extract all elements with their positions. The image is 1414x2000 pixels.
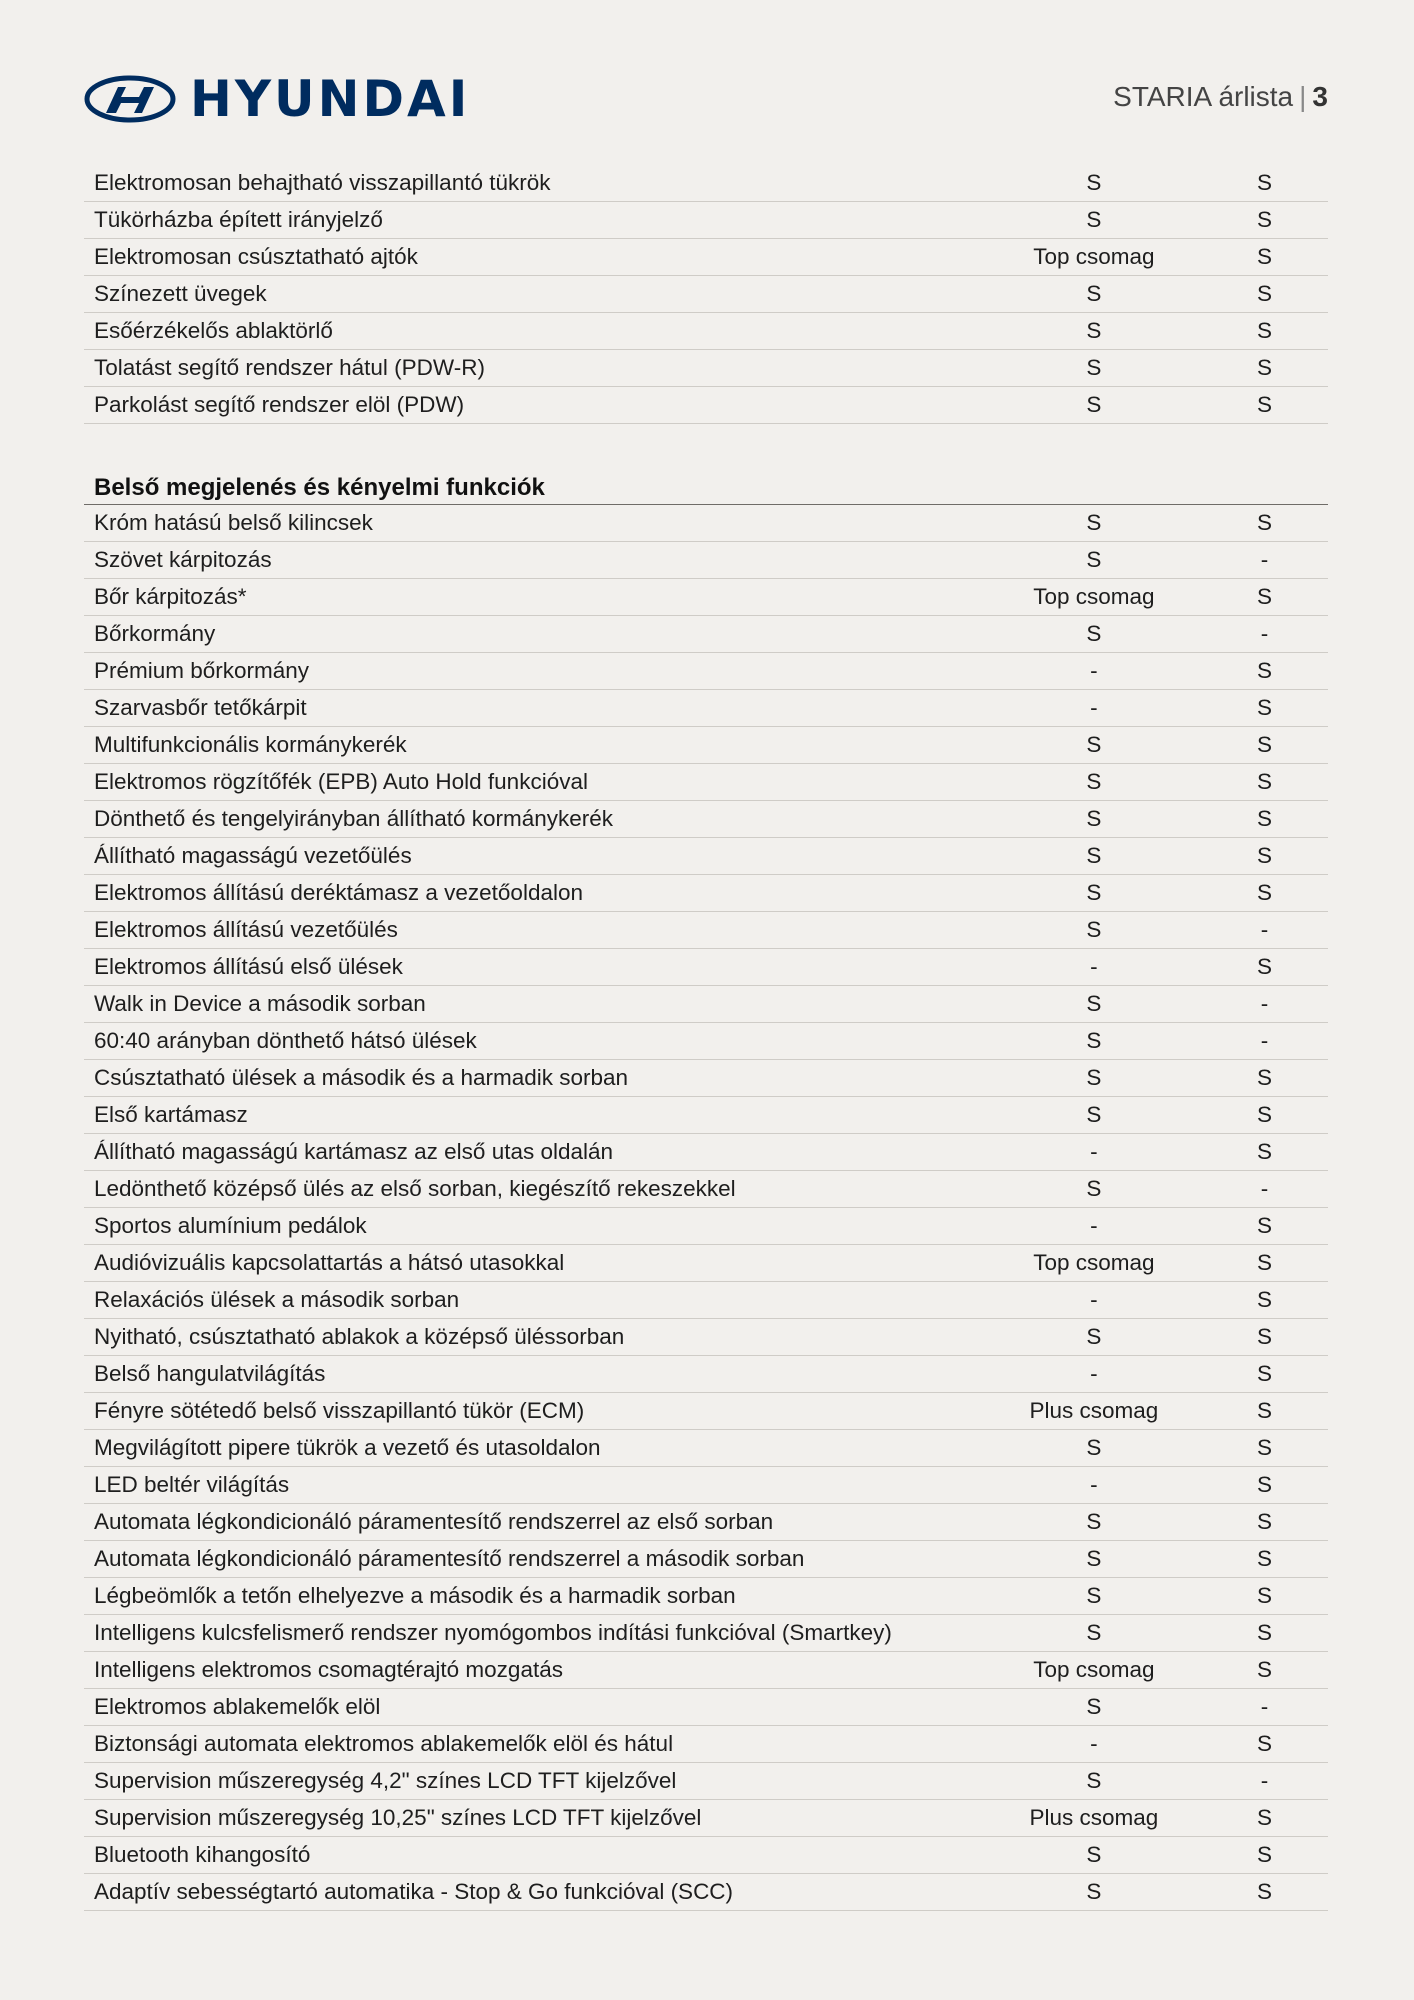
- feature-name: Elektromos ablakemelők elöl: [94, 1694, 381, 1719]
- table-row: [84, 1763, 1328, 1800]
- trim-1-value: -: [1090, 1287, 1098, 1312]
- feature-name: Elektromos állítású deréktámasz a vezetőoldalon: [94, 880, 584, 905]
- hyundai-emblem-icon: [84, 75, 176, 123]
- trim-2-value: -: [1260, 1694, 1269, 1719]
- trim-1-value: S: [1086, 1879, 1102, 1904]
- page-number: 3: [1312, 81, 1328, 112]
- trim-2-value: S: [1257, 1805, 1273, 1830]
- feature-name: Parkolást segítő rendszer elöl (PDW): [94, 392, 465, 417]
- table-row: [84, 313, 1328, 350]
- feature-name: Állítható magasságú kartámasz az első utas oldalán: [94, 1139, 614, 1164]
- feature-name: Belső hangulatvilágítás: [94, 1361, 326, 1386]
- trim-2-value: S: [1257, 1620, 1273, 1645]
- trim-2-value: S: [1257, 1287, 1273, 1312]
- section-title: Belső megjelenés és kényelmi funkciók: [84, 464, 1328, 505]
- feature-name: Színezett üvegek: [94, 281, 267, 306]
- trim-2-value: S: [1257, 318, 1273, 343]
- table-row: [84, 1245, 1328, 1282]
- feature-name: Dönthető és tengelyirányban állítható kormánykerék: [94, 806, 614, 831]
- table-row: [84, 1430, 1328, 1467]
- trim-1-value: -: [1090, 658, 1098, 683]
- feature-name: Automata légkondicionáló páramentesítő rendszerrel a második sorban: [94, 1546, 805, 1571]
- trim-1-value: -: [1090, 1361, 1098, 1386]
- table-row: [84, 505, 1328, 542]
- feature-name: Intelligens kulcsfelismerő rendszer nyomógombos indítási funkcióval (Smartkey): [94, 1620, 892, 1645]
- trim-1-value: Plus csomag: [1029, 1398, 1159, 1423]
- trim-2-value: -: [1260, 991, 1269, 1016]
- table-row: [84, 1393, 1328, 1430]
- trim-1-value: S: [1086, 1546, 1102, 1571]
- trim-2-value: S: [1257, 1472, 1273, 1497]
- trim-1-value: S: [1086, 355, 1102, 380]
- trim-1-value: S: [1086, 732, 1102, 757]
- table-row: [84, 1504, 1328, 1541]
- feature-name: Tolatást segítő rendszer hátul (PDW-R): [94, 355, 485, 380]
- feature-name: Relaxációs ülések a második sorban: [94, 1287, 460, 1312]
- trim-2-value: S: [1257, 1731, 1273, 1756]
- trim-2-value: S: [1257, 1361, 1273, 1386]
- feature-name: Multifunkcionális kormánykerék: [94, 732, 407, 757]
- trim-1-value: Plus csomag: [1029, 1805, 1159, 1830]
- trim-2-value: S: [1257, 954, 1273, 979]
- feature-name: Supervision műszeregység 4,2" színes LCD TFT kijelzővel: [94, 1768, 677, 1793]
- feature-name: Elektromos állítású első ülések: [94, 954, 403, 979]
- trim-1-value: S: [1086, 1509, 1102, 1534]
- trim-1-value: S: [1086, 1435, 1102, 1460]
- trim-1-value: S: [1086, 1102, 1102, 1127]
- feature-name: Esőérzékelős ablaktörlő: [94, 318, 333, 343]
- title-separator: |: [1299, 81, 1307, 112]
- feature-name: LED beltér világítás: [94, 1472, 290, 1497]
- feature-name: Sportos alumínium pedálok: [94, 1213, 367, 1238]
- table-row: [84, 690, 1328, 727]
- table-row: [84, 875, 1328, 912]
- trim-1-value: S: [1086, 1176, 1102, 1201]
- feature-name: Walk in Device a második sorban: [94, 991, 426, 1016]
- trim-1-value: S: [1086, 1768, 1102, 1793]
- table-row: [84, 1578, 1328, 1615]
- table-row: [84, 1837, 1328, 1874]
- table-row: [84, 350, 1328, 387]
- trim-2-value: S: [1257, 695, 1273, 720]
- table-row: [84, 387, 1328, 424]
- feature-name: Bőrkormány: [94, 621, 216, 646]
- trim-2-value: S: [1257, 1324, 1273, 1349]
- trim-2-value: S: [1257, 355, 1273, 380]
- table-row: [84, 801, 1328, 838]
- trim-2-value: S: [1257, 1398, 1273, 1423]
- trim-1-value: -: [1090, 695, 1098, 720]
- feature-name: Elektromos rögzítőfék (EPB) Auto Hold funkcióval: [94, 769, 588, 794]
- feature-name: Csúsztatható ülések a második és a harmadik sorban: [94, 1065, 629, 1090]
- brand-wordmark: HYUNDAI: [190, 70, 471, 128]
- table-row: [84, 1319, 1328, 1356]
- trim-2-value: S: [1257, 1139, 1273, 1164]
- trim-1-value: Top csomag: [1033, 244, 1155, 269]
- trim-1-value: S: [1086, 318, 1102, 343]
- trim-1-value: S: [1086, 1324, 1102, 1349]
- table-row: [84, 1171, 1328, 1208]
- feature-name: Elektromosan behajtható visszapillantó tükrök: [94, 170, 551, 195]
- feature-name: Nyitható, csúsztatható ablakok a középső üléssorban: [94, 1324, 625, 1349]
- feature-name: Ledönthető középső ülés az első sorban, kiegészítő rekeszekkel: [94, 1176, 736, 1201]
- trim-1-value: S: [1086, 1028, 1102, 1053]
- table-row: [84, 653, 1328, 690]
- trim-1-value: S: [1086, 991, 1102, 1016]
- table-row: [84, 542, 1328, 579]
- trim-2-value: S: [1257, 1250, 1273, 1275]
- trim-2-value: S: [1257, 584, 1273, 609]
- trim-2-value: -: [1260, 917, 1269, 942]
- trim-2-value: S: [1257, 510, 1273, 535]
- trim-2-value: S: [1257, 207, 1273, 232]
- feature-name: Első kartámasz: [94, 1102, 248, 1127]
- trim-1-value: S: [1086, 392, 1102, 417]
- table-row: [84, 1060, 1328, 1097]
- table-row: [84, 1023, 1328, 1060]
- trim-1-value: S: [1086, 880, 1102, 905]
- trim-1-value: S: [1086, 281, 1102, 306]
- table-row: [84, 1541, 1328, 1578]
- trim-2-value: S: [1257, 1546, 1273, 1571]
- feature-name: Króm hatású belső kilincsek: [94, 510, 373, 535]
- table-row: [84, 1097, 1328, 1134]
- feature-name: Fényre sötétedő belső visszapillantó tükör (ECM): [94, 1398, 585, 1423]
- feature-name: Bluetooth kihangosító: [94, 1842, 311, 1867]
- trim-1-value: S: [1086, 806, 1102, 831]
- trim-2-value: S: [1257, 1879, 1273, 1904]
- trim-1-value: S: [1086, 1694, 1102, 1719]
- trim-1-value: S: [1086, 547, 1102, 572]
- table-row: [84, 1726, 1328, 1763]
- table-row: [84, 616, 1328, 653]
- table-row: [84, 1615, 1328, 1652]
- feature-name: Szövet kárpitozás: [94, 547, 272, 572]
- equipment-table: [84, 165, 1328, 1911]
- trim-1-value: Top csomag: [1033, 1657, 1155, 1682]
- table-row: [84, 912, 1328, 949]
- trim-2-value: S: [1257, 658, 1273, 683]
- feature-name: Intelligens elektromos csomagtérajtó mozgatás: [94, 1657, 563, 1682]
- page-label: [1113, 80, 1328, 114]
- trim-2-value: -: [1260, 621, 1269, 646]
- page-header: [0, 0, 1414, 160]
- trim-1-value: S: [1086, 1065, 1102, 1090]
- trim-2-value: -: [1260, 547, 1269, 572]
- trim-1-value: S: [1086, 510, 1102, 535]
- trim-2-value: S: [1257, 843, 1273, 868]
- table-row: [84, 1874, 1328, 1911]
- trim-2-value: S: [1257, 806, 1273, 831]
- table-row: [84, 1467, 1328, 1504]
- trim-1-value: -: [1090, 1731, 1098, 1756]
- feature-name: Szarvasbőr tetőkárpit: [94, 695, 307, 720]
- trim-2-value: S: [1257, 392, 1273, 417]
- table-row: [84, 1208, 1328, 1245]
- document-title: STARIA árlista: [1113, 81, 1294, 112]
- table-row: [84, 1652, 1328, 1689]
- trim-2-value: -: [1260, 1028, 1269, 1053]
- trim-1-value: S: [1086, 843, 1102, 868]
- feature-name: Tükörházba épített irányjelző: [94, 207, 383, 232]
- feature-name: 60:40 arányban dönthető hátsó ülések: [94, 1028, 477, 1053]
- table-row: [84, 1689, 1328, 1726]
- trim-1-value: -: [1090, 1472, 1098, 1497]
- trim-2-value: S: [1257, 1213, 1273, 1238]
- table-row: [84, 1134, 1328, 1171]
- trim-2-value: S: [1257, 1583, 1273, 1608]
- trim-1-value: -: [1090, 1213, 1098, 1238]
- table-row: [84, 239, 1328, 276]
- feature-name: Légbeömlők a tetőn elhelyezve a második és a harmadik sorban: [94, 1583, 736, 1608]
- feature-name: Biztonsági automata elektromos ablakemelők elöl és hátul: [94, 1731, 674, 1756]
- trim-1-value: S: [1086, 1583, 1102, 1608]
- table-row: [84, 579, 1328, 616]
- feature-name: Megvilágított pipere tükrök a vezető és utasoldalon: [94, 1435, 601, 1460]
- feature-name: Supervision műszeregység 10,25" színes LCD TFT kijelzővel: [94, 1805, 702, 1830]
- table-row: [84, 165, 1328, 202]
- trim-2-value: S: [1257, 1102, 1273, 1127]
- feature-name: Állítható magasságú vezetőülés: [94, 843, 412, 868]
- trim-2-value: S: [1257, 732, 1273, 757]
- trim-2-value: S: [1257, 1065, 1273, 1090]
- trim-1-value: S: [1086, 170, 1102, 195]
- table-row: [84, 202, 1328, 239]
- trim-1-value: -: [1090, 954, 1098, 979]
- equipment-group-exterior: [84, 165, 1328, 424]
- trim-2-value: S: [1257, 1435, 1273, 1460]
- trim-2-value: S: [1257, 244, 1273, 269]
- feature-name: Audióvizuális kapcsolattartás a hátsó utasokkal: [94, 1250, 565, 1275]
- hyundai-logo: [84, 70, 471, 128]
- table-row: [84, 276, 1328, 313]
- table-row: [84, 727, 1328, 764]
- trim-1-value: S: [1086, 917, 1102, 942]
- table-row: [84, 764, 1328, 801]
- equipment-group-interior: [84, 505, 1328, 1911]
- trim-1-value: -: [1090, 1139, 1098, 1164]
- table-row: [84, 1800, 1328, 1837]
- table-row: [84, 1356, 1328, 1393]
- trim-1-value: S: [1086, 621, 1102, 646]
- trim-2-value: S: [1257, 769, 1273, 794]
- trim-2-value: S: [1257, 1842, 1273, 1867]
- table-row: [84, 1282, 1328, 1319]
- table-row: [84, 949, 1328, 986]
- feature-name: Automata légkondicionáló páramentesítő rendszerrel az első sorban: [94, 1509, 774, 1534]
- trim-1-value: S: [1086, 207, 1102, 232]
- feature-name: Elektromos állítású vezetőülés: [94, 917, 398, 942]
- feature-name: Bőr kárpitozás*: [94, 584, 247, 609]
- trim-2-value: S: [1257, 1657, 1273, 1682]
- trim-1-value: S: [1086, 1620, 1102, 1645]
- trim-2-value: -: [1260, 1176, 1269, 1201]
- trim-1-value: S: [1086, 769, 1102, 794]
- trim-2-value: -: [1260, 1768, 1269, 1793]
- trim-1-value: Top csomag: [1033, 584, 1155, 609]
- trim-2-value: S: [1257, 1509, 1273, 1534]
- trim-2-value: S: [1257, 880, 1273, 905]
- feature-name: Prémium bőrkormány: [94, 658, 310, 683]
- feature-name: Adaptív sebességtartó automatika - Stop & Go funkcióval (SCC): [94, 1879, 734, 1904]
- feature-name: Elektromosan csúsztatható ajtók: [94, 244, 418, 269]
- trim-1-value: S: [1086, 1842, 1102, 1867]
- trim-2-value: S: [1257, 170, 1273, 195]
- trim-1-value: Top csomag: [1033, 1250, 1155, 1275]
- table-row: [84, 986, 1328, 1023]
- trim-2-value: S: [1257, 281, 1273, 306]
- table-row: [84, 838, 1328, 875]
